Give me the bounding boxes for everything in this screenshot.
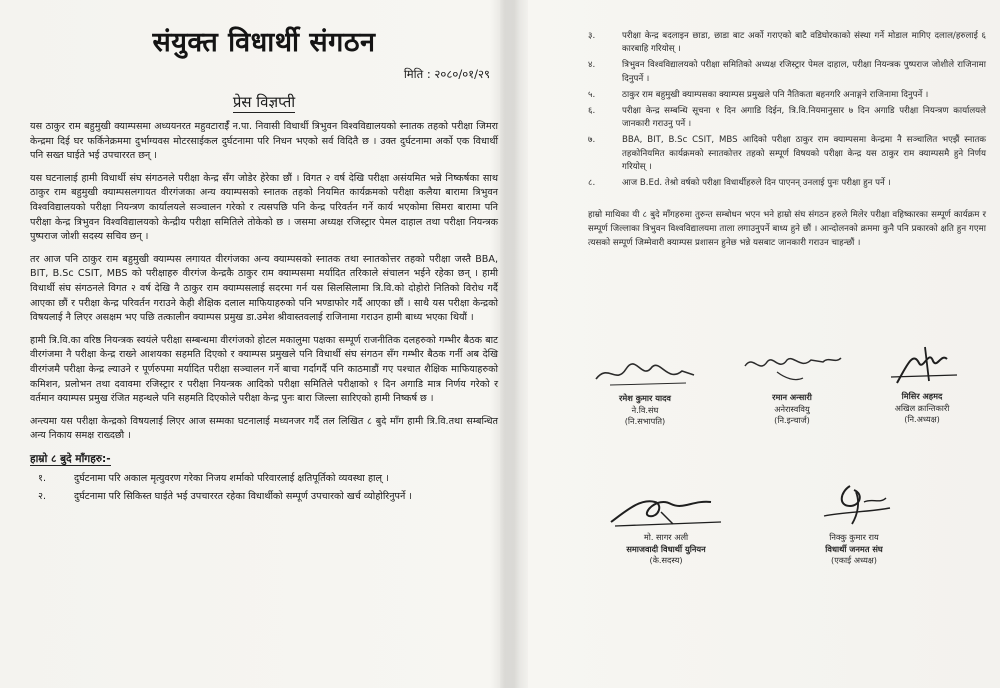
right-page (588, 30, 986, 250)
demand-text: आज B.Ed. तेश्रो वर्षको परीक्षा विधार्थीहरुले दिन पाएनन् उनलाई पुनः परीक्षा हुन पर्ने । (622, 178, 891, 189)
paragraph: अन्त्यमा यस परीक्षा केन्द्रको विषयलाई लिएर आज सम्मका घटनालाई मध्यनजर गर्दै तल लिखित ८ बुदे माँग हामी त्रि.वि.तथा सम्बन्धित अन्य निकाय समक्ष राख्दछौ । (30, 415, 498, 442)
demand-text: परीक्षा केन्द्र बदलाइन छाडा, छाडा बाट अर्को गराएको बाटै वडिघोरकाको संस्था गर्ने मोडाल मागिए दलाल/हरुलाई ६ कारबाहि गरियोस् । (622, 31, 986, 55)
signatory-name: निक्कु कुमार राय (829, 532, 879, 542)
signature-block (784, 482, 924, 567)
demand-text: त्रिभुवन विश्वविद्यालयको परीक्षा समितिको अध्यक्ष रजिस्ट्रार पेमल दाहाल, परीक्षा नियन्त्रक पुष्पराज जोशीले राजिनामा दिनुपर्ने । (622, 60, 986, 84)
signature-block (862, 345, 982, 426)
handwritten-signature (737, 348, 847, 390)
demand-item (588, 134, 986, 174)
page-gutter (500, 0, 528, 688)
paragraph: यस ठाकुर राम बहुमुखी क्याम्पसमा अध्ययनरत महुवटाराईँ न.पा. निवासी विधार्थी त्रिभुवन विश्वविद्यालयको स्नातक तहको परीक्षा जिमरा केन्द्रमा दिई घर फर्किनेक्रममा दुर्भाग्यवस मोटरसाईकल दुर्घटनामा परि निधन भएको सर्व विदितै छ । उक्त दुर्घटनामा अर्को एक विधार्थी पनि सख्त घाईते भई उपचाररत छन् । (30, 121, 498, 162)
signatory-name: मिसिर अहमद (901, 391, 943, 401)
handwritten-signature (867, 345, 977, 389)
demand-text: ठाकुर राम बहुमुखी क्याम्पसका क्याम्पस प्रमुखले पनि नैतिकता बहनगरि अनाङ्गने राजिनामा दिनुपर्ने । (622, 89, 929, 100)
demand-text: दुर्घटनामा परि अकाल मृत्युवरण गरेका निजय शर्माको परिवारलाई क्षतिपूर्तिको व्यवस्था हाल् । (74, 472, 389, 484)
signatory-org: (नि.सभापति) (624, 416, 666, 426)
demand-item (588, 105, 986, 131)
signature-block (585, 355, 705, 428)
closing-paragraph: हाम्रो माथिका यी ८ बुदे माँगहरुमा तुरुन्त सम्बोधन भएन भने हाम्रो संघ संगठन हरुले मिलेर परीक्षा वहिष्कारका सम्पूर्ण कार्यक्रम र सम्पूर्ण जिल्लाका त्रिभुवन विश्वविद्यालयमा ताला लगाउनुपर्ने बाध्य हुने छौं । आन्दोलनको क्रममा कुनै पनि प्रकारको क्षति हुन गएमा त्यसको सम्पूर्ण जिम्मेवारी क्याम्पस प्रशासन हुनेछ भन्ने यसबाट जानकारी गराउन चाहन्छौं । (588, 210, 986, 249)
demand-number: ६. (588, 106, 596, 117)
signatory-role: अखिल क्रान्तिकारी (894, 402, 950, 413)
demands-heading-text: हाम्रो ८ बुदे माँगहरु:- (30, 452, 111, 465)
demand-number: १. (38, 472, 47, 484)
demand-number: २. (38, 491, 47, 503)
paragraph: यस घटनालाई हामी विधार्थी संघ संगठनले परीक्षा केन्द्र सँग जोडेर हेरेका छौं । विगत २ वर्ष देखि परीक्षा असंयमित भन्ने निष्कर्षका साथ ठाकुर राम बहुमुखी क्याम्पसलगायत वीरगंजका अन्य क्याम्पसको स्नातक तहको नियमित कार्यक्रमको परीक्षा कलैया बारामा त्रिभुवन विश्वविद्यालयको परीक्षा नियन्त्रण कार्यालयले सञ्चालन गरेको र त्यसपछि पनि केन्द्र परिवर्तन गर्ने कार्य भएकोमा सिमरा बारामा पनि परीक्षा केन्द्र त्रिभुवन विश्वविद्यालयको केन्द्रीय परीक्षा समितिले तोकेको छ । जसमा अध्यक्ष रजिस्ट्रार पेमल दाहाल तथा परीक्षा नियन्त्रक पुष्पराज जोशी सदस्य सचिव छन् । (30, 172, 498, 243)
demand-number: ५. (588, 89, 596, 100)
demand-number: ४. (588, 60, 596, 71)
demand-text: BBA, BIT, B.Sc CSIT, MBS आदिको परीक्षा ठाकुर राम क्याम्पसमा केन्द्रमा नै सञ्चालित भएझैं स्नातक तहकोनियमित कार्यक्रमको स्नातकोत्तर तहको सम्पूर्ण विषयको परीक्षा केन्द्र यस ठाकुर राम क्याम्पसमै हुने निर्णय गरियोस् । (622, 135, 986, 172)
demand-item (588, 89, 986, 102)
demand-item (30, 490, 498, 505)
demand-number: ७. (588, 135, 596, 146)
demand-item (588, 30, 986, 56)
demands-heading (30, 452, 498, 466)
signatory-role: अनेरास्ववियु (774, 403, 810, 414)
signatory-org: (नि.इन्चार्ज) (774, 415, 810, 425)
signatory-org: (एकाई अध्यक्ष) (831, 555, 877, 565)
signatory-name: रमान अन्सारी (772, 392, 812, 402)
demand-number: ३. (588, 31, 596, 41)
signature-block (596, 488, 736, 567)
paragraph: हामी त्रि.वि.का वरिष्ठ नियन्त्रक स्वयंले परीक्षा सम्बन्धमा वीरगंजको होटल मकालुमा पक्षका सम्पूर्ण राजनीतिक दलहरुको गम्भीर बैठक बाट वीरगंजमा नै परीक्षा केन्द्र राख्ने आशयका सहमति दिएको र क्याम्पस प्रमुखले पनि विधार्थी संघ संगठन सँग गम्भीर बैठक गर्नी अब देखि वीरगंजमै परीक्षा केन्द्र ल्याउने र पूर्णरुपमा मर्यादित परीक्षा सञ्चालन गर्ने बाचा गर्दागर्दै पनि काठमाडौं गए पश्चात शैक्षिक माफियाहरुको कमिशन, प्रलोभन तथा दवावमा रजिस्ट्रार र परीक्षा नियन्त्रक आदिको परीक्षा समितिले परीक्षाको १ दिन अगाडि मात्र निर्णय गरेको र वर्तमान क्याम्पस प्रमुख रंजित महन्थले पनि सहमति दिएकोले परीक्षा केन्द्र पुनः बारा जिल्ला सारिएको हामी निष्कर्ष छ । (30, 334, 498, 405)
demand-number: ८. (588, 178, 596, 189)
organization-title: संयुक्त विधार्थी संगठन (152, 27, 376, 58)
press-release-heading-text: प्रेस विज्ञप्ती (232, 93, 296, 111)
left-page (30, 18, 498, 509)
signatory-org: (नि.अध्यक्ष) (904, 414, 940, 424)
date-line: मिति : २०८०/०१/२९ (403, 67, 490, 81)
signatory-name: मो. सागर अली (643, 532, 689, 542)
signatory-role: समाजवादी विधार्थी युनियन (626, 543, 706, 554)
signatory-org: (के.सदस्य) (649, 555, 683, 565)
signatory-role: विधार्थी जनमत संघ (825, 543, 883, 554)
signatory-name: रमेश कुमार यादव (619, 393, 671, 403)
demand-item (588, 59, 986, 85)
demand-text: दुर्घटनामा परि सिकिस्त घाईते भई उपचाररत रहेका विधार्थीको सम्पूर्ण उपचारको खर्च व्योहोरिनुपर्ने । (74, 491, 413, 503)
paragraph: तर आज पनि ठाकुर राम बहुमुखी क्याम्पस लगायत वीरगंजका अन्य क्याम्पसको स्नातक तथा स्नातकोत्तर तहको परीक्षा जस्तै BBA, BIT, B.Sc CSIT, MBS को परीक्षाहरु वीरगंज केन्द्रकै ठाकुर राम क्याम्पसमा मर्यादित तरिकाले संचालन भईने रहेका छन् । हामी विधार्थी संघ संगठनले विगत २ वर्ष देखि नै ठाकुर राम क्याम्पसलाई सदरमा गर्न यस सिलसिलामा त्रि.वि.को दोहोरो नितिको विरोध गर्दै आएका छौं र परीक्षा केन्द्र परिवर्तन गराउने केही शैक्षिक दलाल माफियाहरुको पनि भण्डाफोर गर्दै आएका छौं । साथै यस परीक्षा केन्द्रको विषयलाई नै लिएर असक्षम भए पछि तत्कालीन क्याम्पस प्रमुख डा.उमेश श्रीवास्तवलाई राजिनामा गराउन हामी बाध्य भएका थियौं । (30, 253, 498, 324)
press-release-heading (30, 92, 498, 112)
handwritten-signature (794, 482, 914, 530)
handwritten-signature (590, 355, 700, 391)
demand-text: परीक्षा केन्द्र सम्बन्धि सूचना १ दिन अगाडि दिईन, त्रि.वि.नियमानुसार ७ दिन अगाडि परीक्षा नियन्त्रण कार्यालयले जानकारी गराउनु पर्ने । (622, 106, 986, 130)
signature-block (732, 348, 852, 427)
handwritten-signature (601, 488, 731, 530)
demand-item (588, 177, 986, 190)
signatory-role: ने.वि.संघ (631, 404, 659, 415)
demand-item (30, 472, 498, 487)
